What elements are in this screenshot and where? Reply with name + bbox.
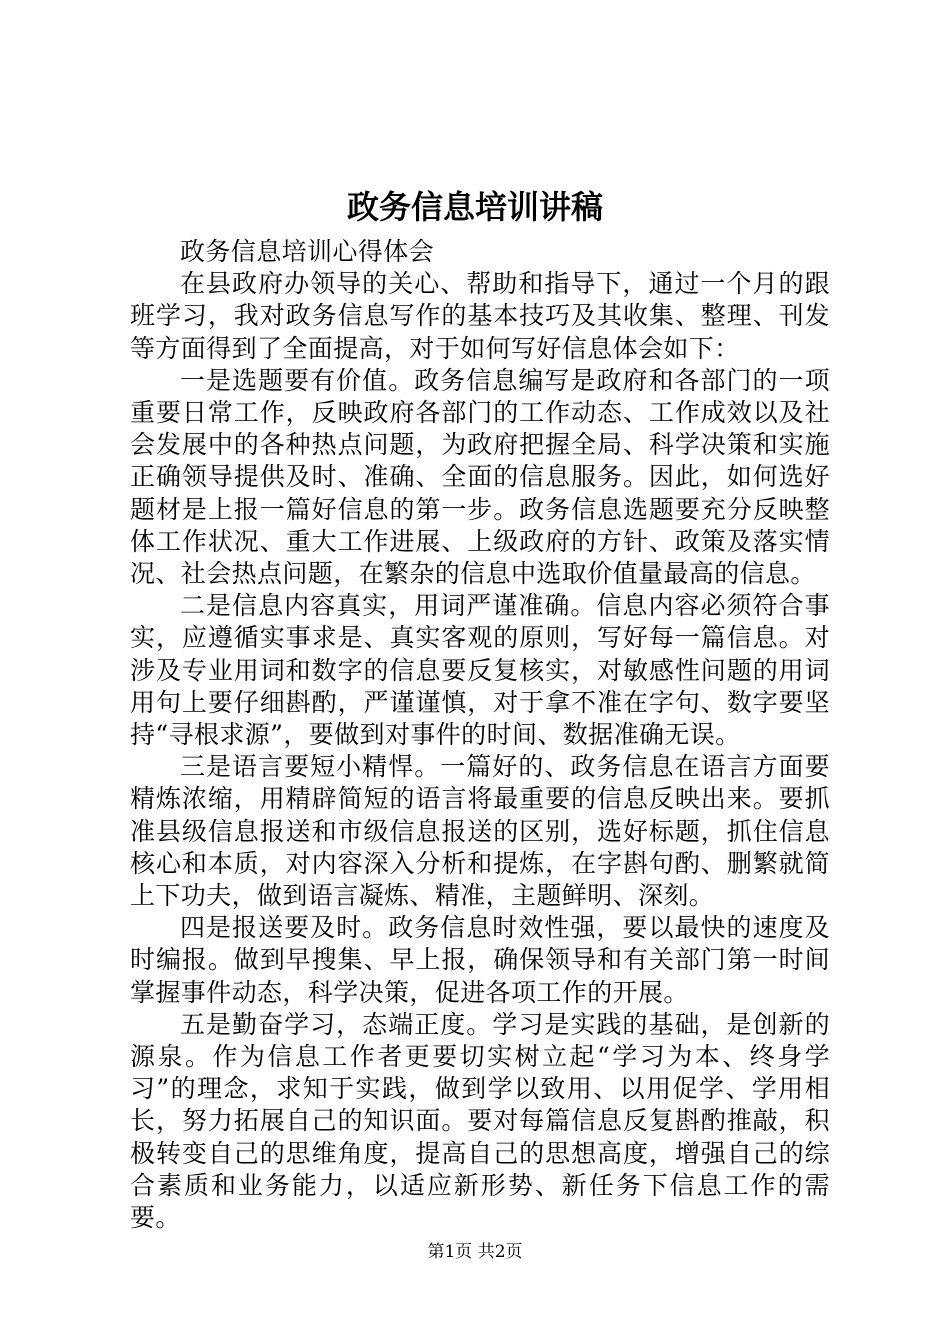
paragraph-intro: 在县政府办领导的关心、帮助和指导下，通过一个月的跟班学习，我对政务信息写作的基本技巧及其收集、整理、刊发等方面得到了全面提高，对于如何写好信息体会如下： (130, 269, 830, 363)
paragraph-subtitle: 政务信息培训心得体会 (180, 237, 435, 266)
document-title: 政务信息培训讲稿 (346, 188, 603, 226)
document-body (130, 236, 830, 1234)
paragraph-point-2: 二是信息内容真实，用词严谨准确。信息内容必须符合事实，应遵循实事求是、真实客观的原则，写好每一篇信息。对涉及专业用词和数字的信息要反复核实，对敏感性问题的用词用句上要仔细斟酌，严谨谨慎，对于拿不准在字句、数字要坚持“寻根求源”，要做到对事件的时间、数据准确无误。 (130, 591, 830, 750)
page-number-footer: 第1页 共2页 (427, 1242, 523, 1262)
paragraph-point-5: 五是勤奋学习，态端正度。学习是实践的基础，是创新的源泉。作为信息工作者更要切实树立起“学习为本、终身学习”的理念，求知于实践，做到学以致用、以用促学、学用相长，努力拓展自己的知识面。要对每篇信息反复斟酌推敲，积极转变自己的思维角度，提高自己的思想高度，增强自己的综合素质和业务能力，以适应新形势、新任务下信息工作的需要。 (130, 1009, 830, 1233)
paragraph-point-1: 一是选题要有价值。政务信息编写是政府和各部门的一项重要日常工作，反映政府各部门的工作动态、工作成效以及社会发展中的各种热点问题，为政府把握全局、科学决策和实施正确领导提供及时、准确、全面的信息服务。因此，如何选好题材是上报一篇好信息的第一步。政务信息选题要充分反映整体工作状况、重大工作进展、上级政府的方针、政策及落实情况、社会热点问题，在繁杂的信息中选取价值量最高的信息。 (130, 365, 830, 589)
paragraph-point-4: 四是报送要及时。政务信息时效性强，要以最快的速度及时编报。做到早搜集、早上报，确保领导和有关部门第一时间掌握事件动态，科学决策，促进各项工作的开展。 (130, 913, 830, 1007)
paragraph-point-3: 三是语言要短小精悍。一篇好的、政务信息在语言方面要精炼浓缩，用精辟简短的语言将最重要的信息反映出来。要抓准县级信息报送和市级信息报送的区别，选好标题，抓住信息核心和本质，对内容深入分析和提炼，在字斟句酌、删繁就简上下功夫，做到语言凝炼、精准，主题鲜明、深刻。 (130, 752, 830, 911)
